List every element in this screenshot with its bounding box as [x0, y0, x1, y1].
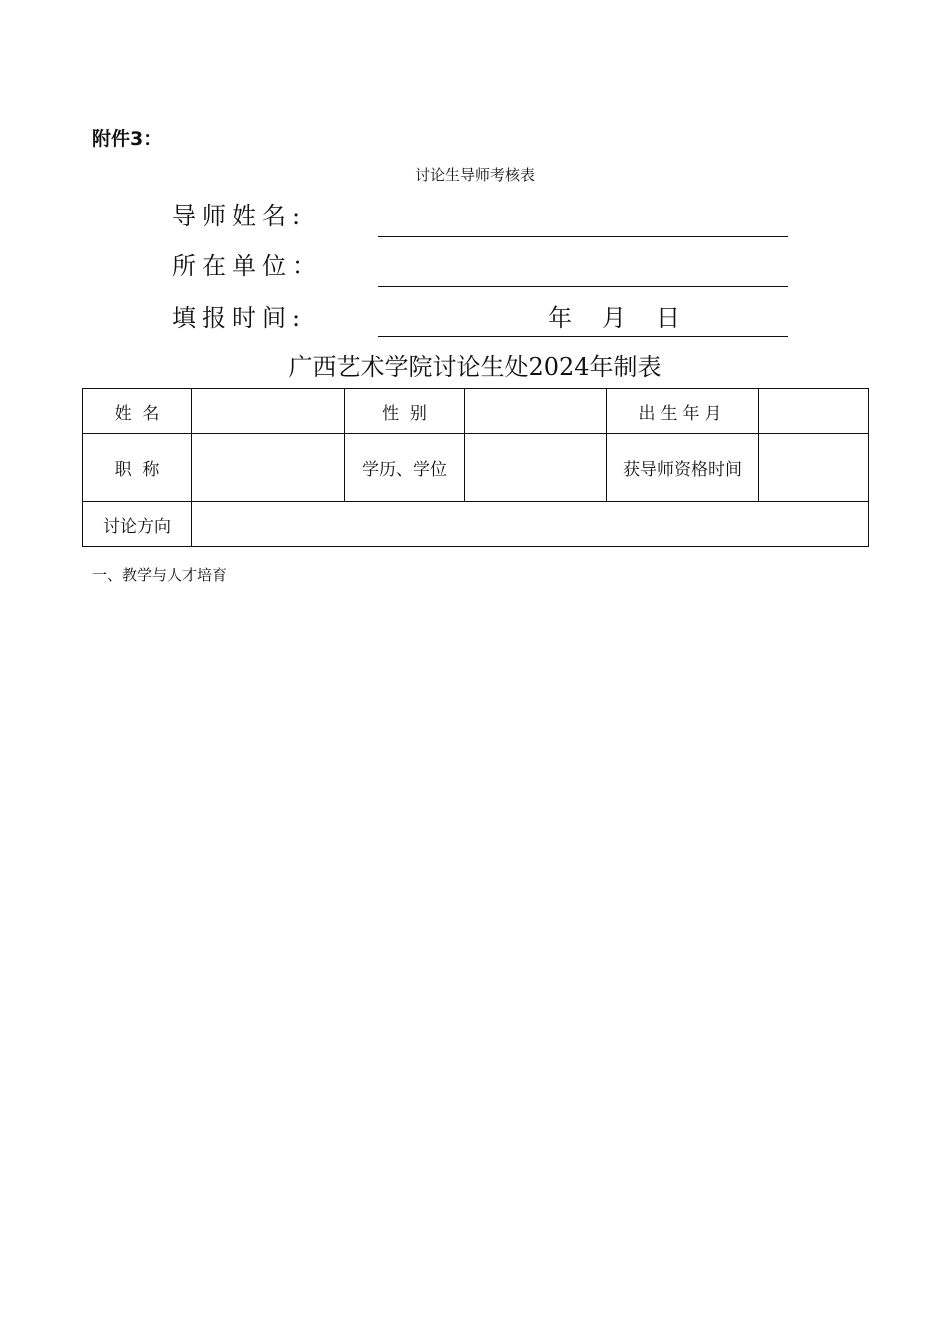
title-label-cell: 职 称 [83, 434, 192, 502]
gender-value-cell[interactable] [465, 389, 607, 434]
unit-label: 所在单位： [172, 252, 322, 280]
attachment-label: 附件3： [92, 128, 163, 150]
fill-time-label: 填报时间: [172, 304, 307, 332]
gender-label-cell: 性 别 [345, 389, 465, 434]
title-value-cell[interactable] [192, 434, 345, 502]
date-month: 月 [602, 304, 626, 332]
advisor-name-line[interactable] [378, 236, 788, 237]
qualification-time-value-cell[interactable] [759, 434, 869, 502]
birth-value-cell[interactable] [759, 389, 869, 434]
date-text [548, 298, 680, 333]
qualification-time-label-cell: 获导师资格时间 [607, 434, 759, 502]
fill-time-line[interactable] [378, 336, 788, 337]
date-year: 年 [548, 304, 572, 332]
form-title: 讨论生导师考核表 [414, 166, 535, 184]
info-table [82, 388, 869, 547]
education-value-cell[interactable] [465, 434, 607, 502]
education-label-cell: 学历、学位 [345, 434, 465, 502]
section-heading: 一、教学与人才培育 [92, 566, 228, 584]
name-value-cell[interactable] [192, 389, 345, 434]
name-label-cell: 姓 名 [83, 389, 192, 434]
research-label-cell: 讨论方向 [83, 502, 192, 547]
birth-label-cell: 出生年月 [607, 389, 759, 434]
date-day: 日 [656, 304, 680, 332]
maker-line: 广西艺术学院讨论生处2024年制表 [288, 353, 662, 381]
research-value-cell[interactable] [192, 502, 869, 547]
advisor-name-label: 导师姓名: [172, 202, 307, 230]
unit-line[interactable] [378, 286, 788, 287]
